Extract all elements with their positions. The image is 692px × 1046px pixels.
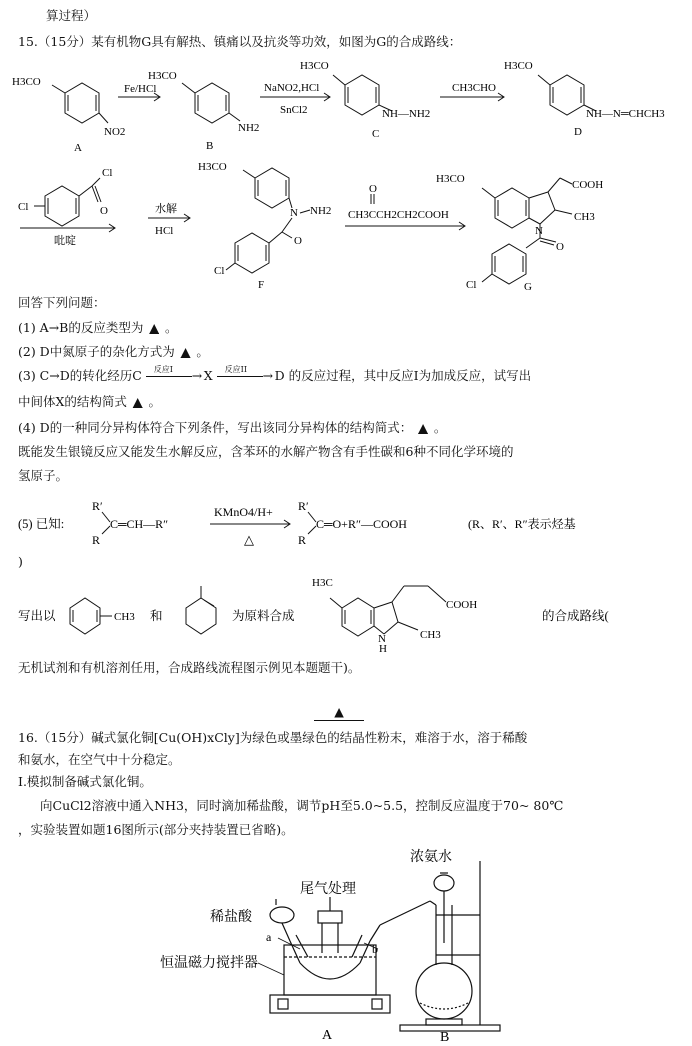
label-dilute-hcl: 稀盐酸: [210, 910, 252, 925]
d-sub1: H3CO: [504, 60, 533, 72]
target-ch3: CH3: [420, 629, 441, 641]
c-sub2: NH—NH2: [382, 108, 431, 120]
q5-reactant-c: C═CH—R″: [110, 517, 169, 531]
q5-reactant-r1: R′: [92, 499, 103, 513]
g-sub6: Cl: [466, 279, 477, 291]
f-sub3: NH2: [310, 205, 332, 217]
f-sub1: H3CO: [198, 161, 227, 173]
g-sub1: H3CO: [436, 173, 465, 185]
question-1: (1) A→B的反应类型为 ▲ 。: [18, 318, 178, 338]
q5-note: (R、R′、R″表示烃基: [468, 517, 576, 531]
question-4c: 氢原子。: [18, 468, 69, 483]
f-sub5: Cl: [214, 265, 225, 277]
q5-product-r1: R′: [298, 499, 309, 513]
synthesis-row2: [0, 158, 692, 293]
q5-line2-mid: 为原料合成: [232, 609, 295, 623]
a-sub1: H3CO: [12, 76, 41, 88]
q16-line2: 和氨水，在空气中十分稳定。: [18, 752, 181, 767]
arrow1-top: Fe/HCl: [124, 83, 157, 95]
q16-line1: 16.（15分）碱式氯化铜[Cu(OH)xCly]为绿色或墨绿色的结晶性粉末，难溶于水，溶于稀酸: [18, 730, 528, 745]
arrow5-bottom: HCl: [155, 225, 174, 237]
q5-close: ): [18, 554, 23, 569]
label-c: C: [372, 128, 380, 140]
reagent2-top: O: [369, 183, 377, 195]
answer-marker: ▲: [314, 702, 364, 721]
top-fragment: 算过程）: [46, 8, 97, 23]
g-sub3: N: [535, 225, 543, 237]
g-sub5: O: [556, 241, 564, 253]
label-a-port: a: [266, 930, 272, 944]
toluene-ch3: CH3: [114, 611, 135, 623]
q5-known-reaction: [0, 492, 692, 552]
f-sub2: N: [290, 207, 298, 219]
label-f: F: [258, 279, 265, 291]
label-b: B: [206, 140, 214, 152]
q5-reagent-top: KMnO4/H+: [214, 505, 273, 519]
label-d: D: [574, 126, 582, 138]
b-sub2: NH2: [238, 122, 260, 134]
q5-line3: 无机试剂和有机溶剂任用，合成路线流程图示例见本题题干)。: [18, 660, 361, 675]
reagent1-sub3: O: [100, 205, 108, 217]
answer-prompt: 回答下列问题：: [18, 295, 106, 310]
question-2: (2) D中氮原子的杂化方式为 ▲ 。: [18, 342, 209, 362]
target-h: H: [379, 643, 387, 654]
reagent1-below: 吡啶: [54, 235, 76, 247]
apparatus-diagram: [0, 845, 692, 1045]
q5-line2-post: 的合成路线(: [542, 609, 609, 623]
q5-line2-pre: 写出以: [18, 609, 56, 623]
b-sub1: H3CO: [148, 70, 177, 82]
answer-blank-4[interactable]: ▲: [418, 420, 428, 435]
q16-line3: Ⅰ.模拟制备碱式氯化铜。: [18, 774, 152, 789]
label-apparatus-a: A: [322, 1028, 333, 1043]
answer-blank-3[interactable]: ▲: [132, 394, 143, 409]
q5-lead: (5) 已知:: [18, 517, 65, 531]
question-3b: 中间体X的结构简式 ▲ 。: [18, 392, 161, 412]
answer-blank-2[interactable]: ▲: [180, 344, 191, 359]
label-b-port: b: [372, 942, 378, 956]
reaction-ii-label: 反应II: [224, 365, 247, 374]
reagent1-sub2: Cl: [102, 167, 113, 179]
label-ammonia: 浓氨水: [410, 850, 452, 865]
reagent1-sub1: Cl: [18, 201, 29, 213]
label-apparatus-b: B: [440, 1030, 450, 1045]
q5-reagent-bottom: △: [244, 532, 254, 547]
arrow3-top: CH3CHO: [452, 82, 497, 94]
arrow2-top: NaNO2,HCl: [264, 82, 320, 94]
reagent2-formula: CH3CCH2CH2COOH: [348, 209, 449, 221]
label-a: A: [74, 142, 82, 154]
q5-product-r: R: [298, 533, 307, 547]
q5-and: 和: [150, 609, 163, 623]
answer-blank-1[interactable]: ▲: [149, 320, 159, 335]
arrow2-bottom: SnCl2: [280, 104, 308, 116]
g-sub4: CH3: [574, 211, 595, 223]
question-4b: 既能发生银镜反应又能发生水解反应，含苯环的水解产物含有手性碳和6种不同化学环境的: [18, 444, 514, 459]
target-n: N: [378, 633, 386, 645]
q5-reactant-r: R: [92, 533, 101, 547]
d-sub2: NH—N═CHCH3: [586, 108, 665, 120]
c-sub1: H3CO: [300, 60, 329, 72]
target-h3c: H3C: [312, 577, 333, 589]
a-sub2: NO2: [104, 126, 126, 138]
q15-header: 15.（15分）某有机物G具有解热、镇痛以及抗炎等功效，如图为G的合成路线：: [18, 34, 462, 49]
synthesis-row1: [0, 55, 692, 155]
q5-synthesis-target: [0, 572, 692, 654]
label-tail-gas: 尾气处理: [300, 882, 356, 897]
label-stirrer: 恒温磁力搅拌器: [160, 956, 258, 971]
label-g: G: [524, 281, 532, 293]
q16-line4: 向CuCl2溶液中通入NH3，同时滴加稀盐酸，调节pH至5.0~5.5，控制反应温度于70~ 80℃: [40, 798, 564, 813]
arrow5-top: 水解: [155, 203, 177, 215]
target-cooh: COOH: [446, 599, 478, 611]
g-sub2: COOH: [572, 179, 604, 191]
question-3a: (3) C→D的转化经历C 反应I → X 反应II → D 的反应过程，其中反应I为加成反应，试写出: [18, 366, 531, 386]
question-4a: (4) D的一种同分异构体符合下列条件，写出该同分异构体的结构简式： ▲ 。: [18, 418, 446, 438]
f-sub4: O: [294, 235, 302, 247]
q16-line5: ，实验装置如题16图所示(部分夹持装置已省略)。: [18, 822, 294, 837]
q5-product-main: C═O+R″—COOH: [316, 517, 407, 531]
reaction-i-label: 反应I: [153, 365, 173, 374]
